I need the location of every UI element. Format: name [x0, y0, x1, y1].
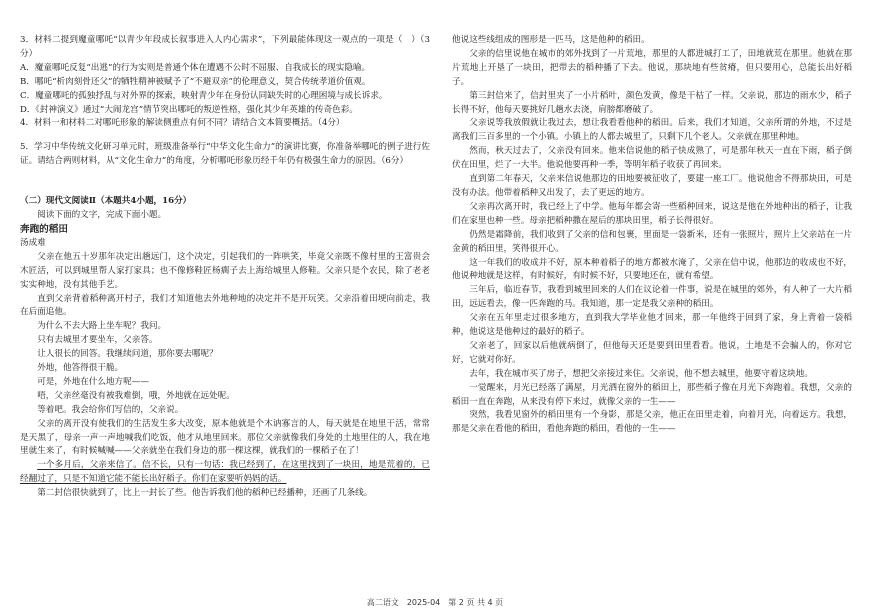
- article-paragraph: 第三封信来了，信封里夹了一小片稻叶，颜色发黄，像是干枯了一样。父亲说，那边的雨水少，稻子长得不好，他每天要挑好几趟水去浇，肩膀都磨破了。: [452, 90, 852, 115]
- dialogue-line: 等着吧。我会给你们写信的，父亲说。: [37, 404, 184, 415]
- article-paragraph: 父亲在他五十岁那年决定出趟远门，这个决定，引起我们的一阵哄笑，毕竟父亲既不像村里的王富贵会木匠活，可以到城里帮人家打家具；也不像修鞋匠杨瘸子去上海给城里人修鞋。父亲只是个农民，除了老老实实种地，没有其他手艺。: [20, 251, 430, 290]
- article-paragraph: 父亲在五年里走过很多地方，直到我大学毕业他才回来，那一年他终于回到了家，身上背着一袋稻种，他说这是他种过的最好的稻子。: [452, 313, 852, 338]
- article-paragraph: 突然，我看见窗外的稻田里有一个身影，那是父亲，他正在田里走着，向着月光，向着远方。我想，那是父亲在看他的稻田，看他奔跑的稻田，看他的一生——: [452, 410, 852, 435]
- article-paragraph-underlined: 一个多月后，父亲来信了。信不长，只有一句话：我已经到了，在这里找到了一块田，地是荒着的，已经翻过了，只是不知道它能不能长出好稻子。你们在家要听妈妈的话。: [20, 460, 430, 485]
- section-heading: （二）现代文阅读Ⅱ（本题共4小题，16分）: [20, 196, 192, 207]
- question-3-option-a: A．魔童哪吒反复“出逃”的行为实则是普通个体在遭遇不公时不屈服、自我成长的现实隐喻。: [20, 62, 371, 73]
- article-paragraph: 父亲的信里说他在城市的郊外找到了一片荒地，那里的人都进城打工了，田地就荒在那里。他就在那片荒地上开垦了一块田，把带去的稻种播了下去。他说，那块地有些贫瘠，但只要用心，总能长出好稻子。: [452, 48, 852, 87]
- dialogue-line: 让人很长的回答。我继续问道，那你要去哪呢？: [37, 349, 218, 360]
- article-paragraph: 父亲老了，回家以后他就病倒了，但他每天还是要到田里看看。他说，土地是不会骗人的，你对它好，它就对你好。: [452, 340, 852, 365]
- article-paragraph: 直到父亲背着稻种离开村子，我们才知道他去外地种地的决定并不是开玩笑。父亲沿着田埂向前走，我在后面追他。: [20, 293, 430, 318]
- question-3-option-c: C．魔童哪吒的孤独抒乱与对外界的探索，映射青少年在身份认同缺失时的心理困境与成长诉求。: [20, 90, 388, 101]
- article-paragraph: 仍然是霜降前，我们收到了父亲的信和包裹，里面是一袋新米，还有一张照片，照片上父亲站在一片金黄的稻田里，笑得很开心。: [452, 229, 852, 254]
- dialogue-line: 只有去城里才要坐车，父亲答。: [37, 335, 158, 346]
- right-column: [452, 34, 852, 437]
- left-column: [20, 34, 430, 501]
- question-3-option-b: B．哪吒“析肉刻骨还父”的牺牲精神被赋予了“不避双亲”的伦理意义，契合传统孝道价值观。: [20, 76, 371, 87]
- article-paragraph: 直到第二年春天，父亲来信说他那边的田地要被征收了，要建一座工厂。他说他舍不得那块田，可是没有办法。他带着稻种又出发了，去了更远的地方。: [452, 174, 852, 198]
- article-paragraph: 第二封信很快就到了，比上一封长了些。他告诉我们他的稻种已经播种，还画了几条线。: [37, 488, 373, 499]
- dialogue-line: 可是，外地在什么地方呢——: [37, 376, 149, 387]
- dialogue-line: 外地，他答得很干脆。: [37, 363, 124, 374]
- question-5: 5．学习中华传统文化研习单元时，班级准备举行“中华文化生命力”的演讲比赛，你准备举哪吒的例子进行佐证。请结合两则材料，从“文化生命力”的角度，分析哪吒形象历经千年仍有极强生命力的原因。（6分）: [20, 142, 430, 167]
- article-title: 奔跑的稻田: [20, 223, 68, 235]
- page-footer: 高二语文 2025-04 第 2 页 共 4 页: [366, 598, 504, 607]
- article-paragraph: 去年，我在城市买了房子，想把父亲接过来住。父亲说，他不想去城里，他要守着这块地。: [469, 368, 813, 379]
- dialogue-line: 为什么不去大路上坐车呢？我问。: [37, 321, 167, 332]
- question-3-option-d: D．《封神演义》通过“大闹龙宫”情节突出哪吒的叛逆性格，强化其少年英雄的传奇色彩。: [20, 104, 358, 115]
- article-paragraph: 这一年我们的收成并不好，原本种着稻子的地方都被水淹了，父亲在信中说，他那边的收成也不好，他说种地就是这样，有时候好，有时候不好，只要地还在，就有希望。: [452, 257, 852, 282]
- question-4: 4．材料一和材料二对哪吒形象的解读侧重点有何不同？请结合文本简要概括。（4分）: [20, 118, 345, 129]
- article-paragraph: 父亲的离开没有使我们的生活发生多大改变，原本他就是个木讷寡言的人，每天就是在地里干活，常常是天黑了，母亲一声一声地喊我们吃饭，他才从地里回来。那位父亲就像我们身处的土地里住的人，我在地里就生来了，有时候喊喊——父亲就坐在我们身边的那一棵这棵，就我们的一棵稻子在了！: [20, 418, 430, 457]
- section-instruction: 阅读下面的文字，完成下面小题。: [37, 210, 167, 221]
- article-paragraph: 三年后，临近春节，我看到城里回来的人们在议论着一件事，说是在城里的郊外，有人种了一大片稻田，远远看去，像一匹奔跑的马。我知道，那一定是我父亲种的稻田。: [452, 285, 852, 310]
- question-3-stem: 3．材料二提到魔童哪吒“以青少年段成长叙事进入人内心需求”，下列最能体现这一观点的一项是（ ）（3分）: [20, 35, 430, 59]
- article-paragraph: 他说这些线组成的图形是一匹马，这是他种的稻田。: [452, 35, 650, 45]
- article-paragraph: 父亲说等我放假就让我过去，想让我看看他种的稻田。后来，我们才知道，父亲所谓的外地，不过是离我们三百多里的一个小镇。小镇上的人都去城里了，只剩下几个老人。父亲就在那里种地。: [452, 118, 852, 143]
- article-paragraph: 父亲再次离开时，我已经上了中学。他每年都会寄一些稻种回来，说这是他在外地种出的稻子，让我们在家里也种一些。母亲把稻种撒在屋后的那块田里，稻子长得很好。: [452, 201, 852, 226]
- article-paragraph: 然而，秋天过去了，父亲没有回来。他来信说他的稻子快成熟了，可是那年秋天一直在下雨，稻子倒伏在田里，烂了一大半。他说他要再种一季，等明年稻子收获了再回来。: [452, 146, 852, 171]
- dialogue-line: 唔，父亲丝毫没有被我难倒，哦，外地就在远处呢。: [37, 390, 235, 401]
- article-paragraph: 一觉醒来，月光已经落了满屋，月光洒在窗外的稻田上，那些稻子像在月光下奔跑着。我想，父亲的稻田一直在奔跑，从来没有停下来过，就像父亲的一生——: [452, 382, 852, 407]
- article-author: 汤成难: [20, 237, 46, 248]
